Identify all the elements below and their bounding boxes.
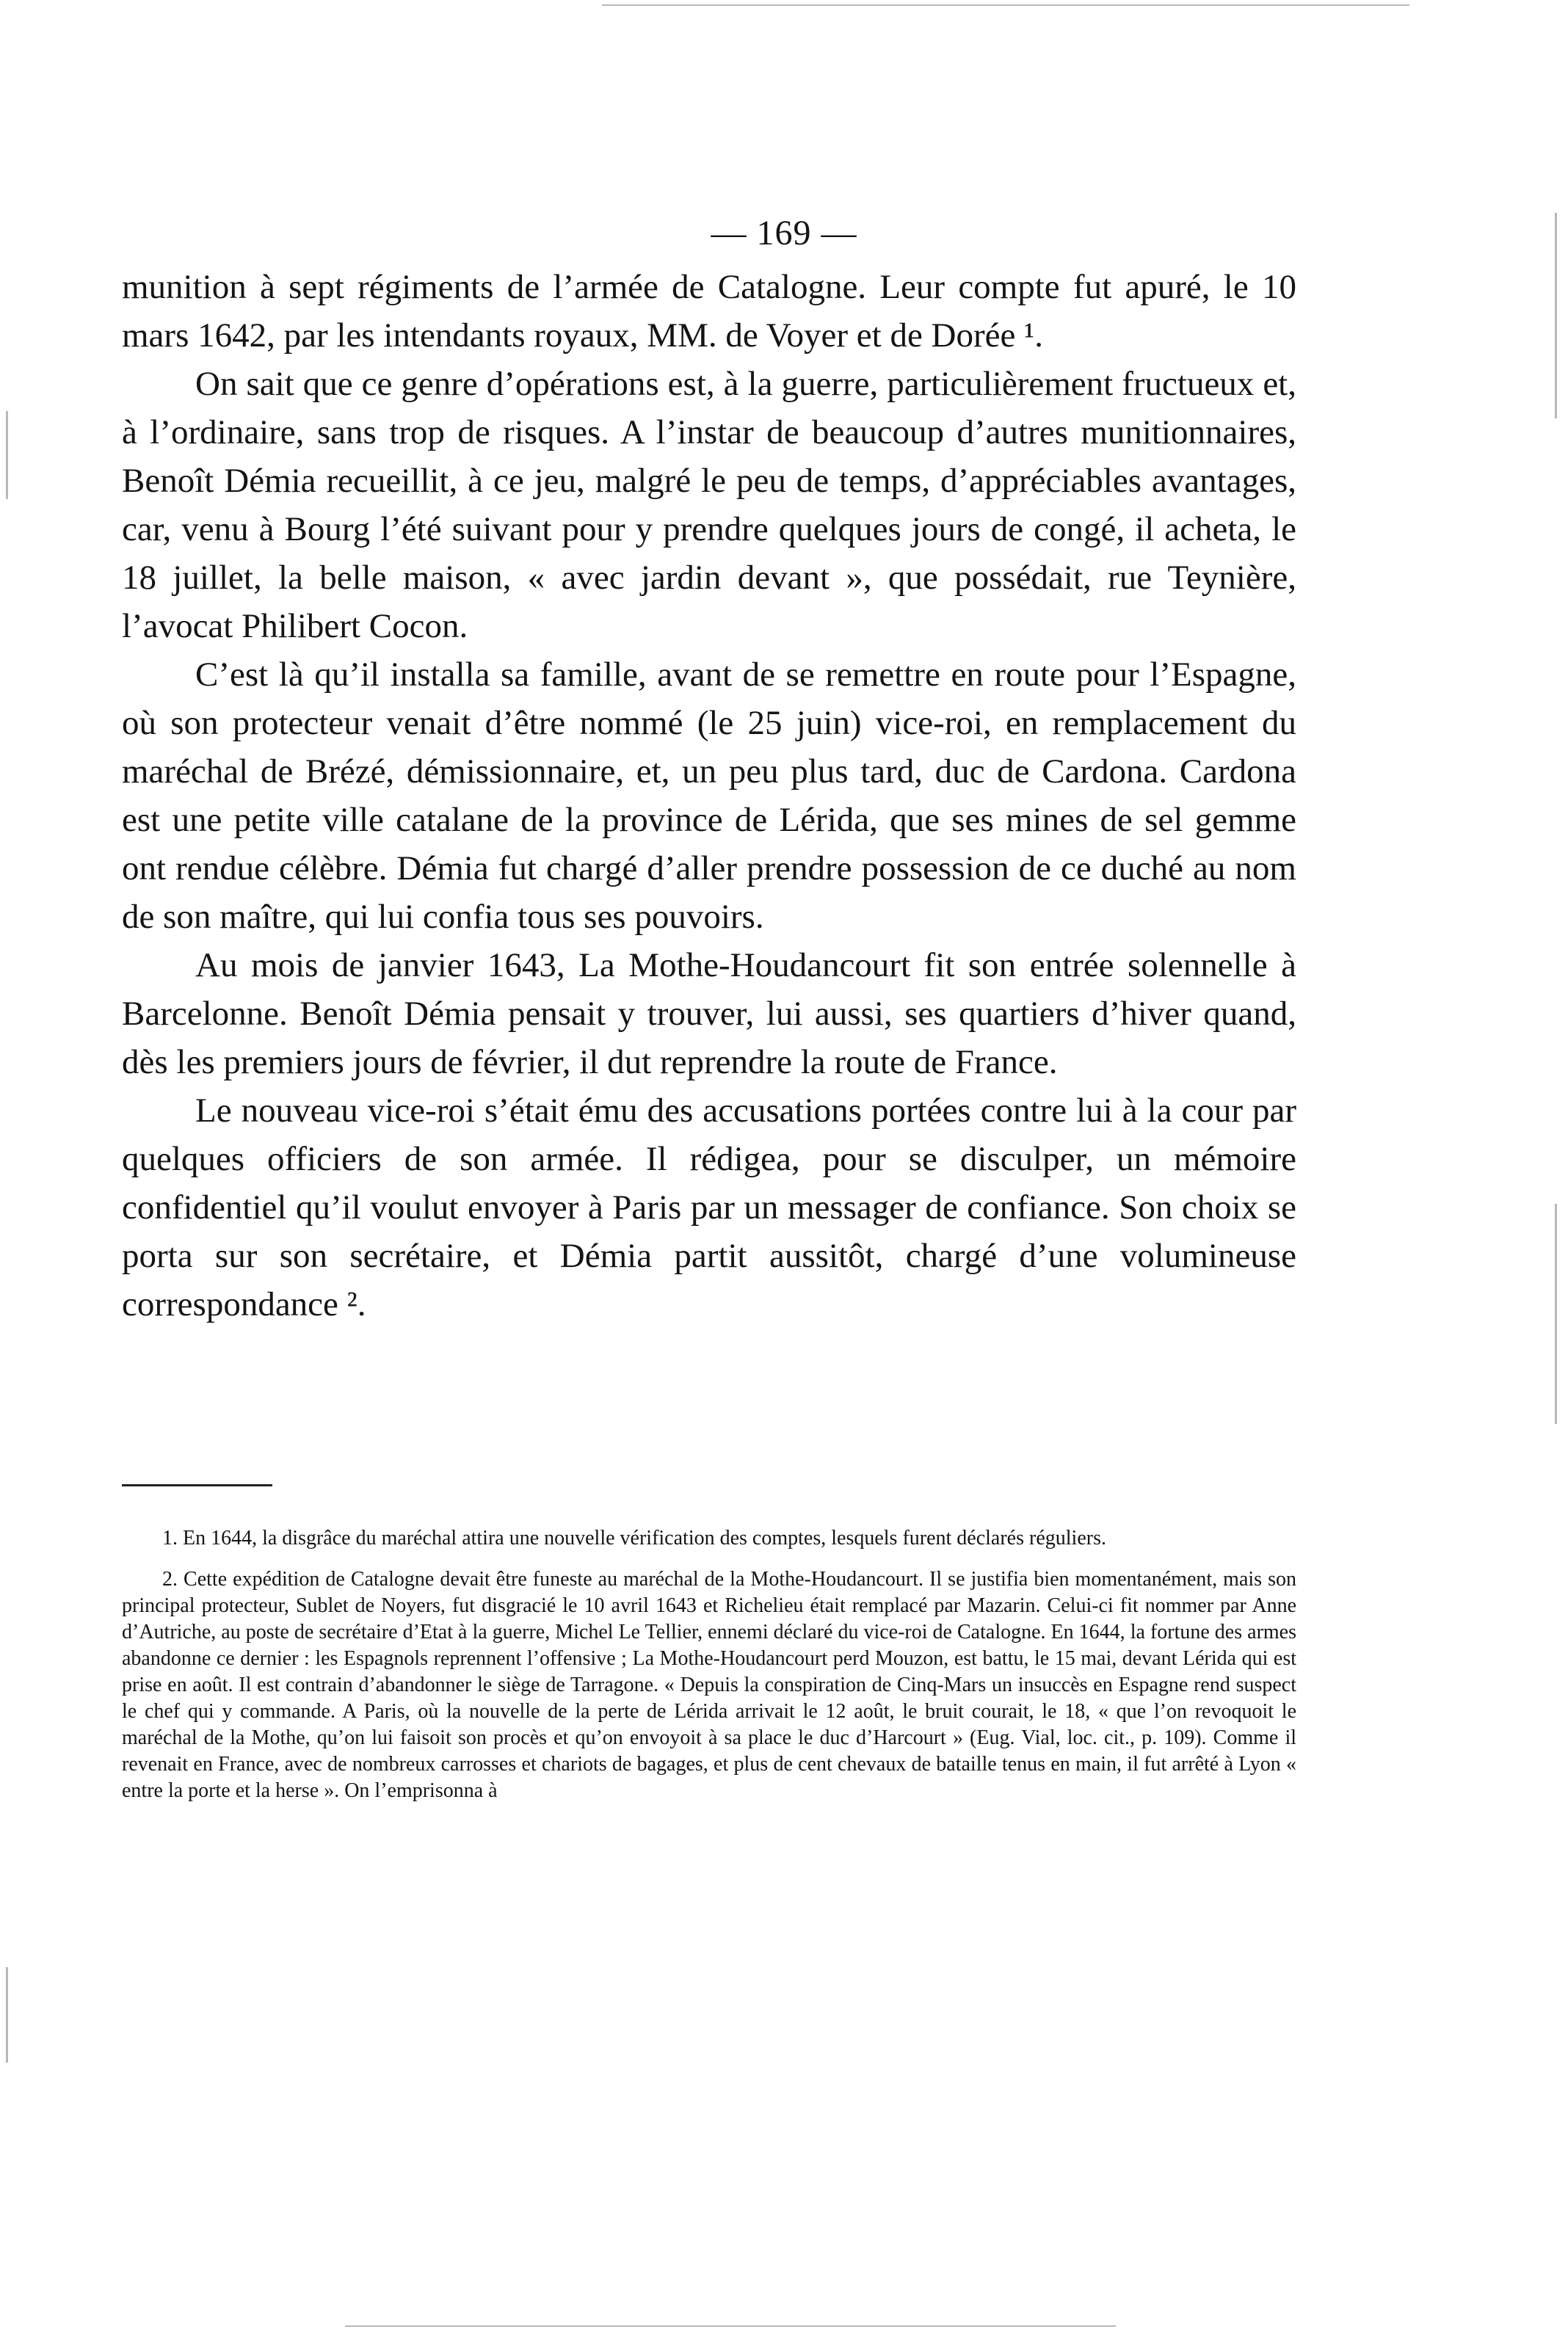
page-number: — 169 —: [711, 214, 857, 253]
scan-edge-right-2: [1555, 1204, 1557, 1424]
scan-edge-left-2: [6, 1967, 8, 2063]
footnote-2: 2. Cette expédition de Catalogne devait être funeste au maréchal de la Mothe-Houdancourt. Il se justifia bien momentanément, mais son principal protecteur, Sublet de Noyers, fut disgracié le 10 avril 1643 et Richelieu était remplacé par Mazarin. Celui-ci fit nommer par Anne d’Autriche, au poste de secrétaire d’Etat à la guerre, Michel Le Tellier, ennemi déclaré du vice-roi de Catalogne. En 1644, la fortune des armes abandonne ce dernier : les Espagnols reprennent l’offensive ; La Mothe-Houdancourt perd Mouzon, est battu, le 15 mai, devant Lérida qui est prise en août. Il est contrain d’abandonner le siège de Tarragone. « Depuis la conspiration de Cinq-Mars un insuccès en Espagne rend suspect le chef qui y commande. A Paris, où la nouvelle de la perte de Lérida arrivait le 12 août, le bruit courait, le 18, « que l’on revoquoit le maréchal de la Mothe, qu’on lui faisoit son procès et qu’on envoyoit à sa place le duc d’Harcourt » (Eug. Vial, loc. cit., p. 109). Comme il revenait en France, avec de nombreux carrosses et chariots de bagages, et plus de cent chevaux de bataille tenus en main, il fut arrêté à Lyon « entre la porte et la herse ». On l’emprisonna à: [122, 1568, 1296, 1802]
scan-line-bottom: [345, 2325, 1116, 2327]
footnote-1: 1. En 1644, la disgrâce du maréchal attira une nouvelle vérification des comptes, lesquels furent déclarés réguliers.: [162, 1527, 1106, 1550]
paragraph-5: Le nouveau vice-roi s’était ému des accusations portées contre lui à la cour par quelques officiers de son armée. Il rédigea, pour se disculper, un mémoire confidentiel qu’il voulut envoyer à Paris par un messager de confiance. Son choix se porta sur son secrétaire, et Démia partit aussitôt, chargé d’une volumineuse correspondance ².: [122, 1091, 1296, 1323]
scan-line-top: [602, 4, 1409, 6]
paragraph-1: munition à sept régiments de l’armée de Catalogne. Leur compte fut apuré, le 10 mars 1642, par les intendants royaux, MM. de Voyer et de Dorée ¹.: [122, 268, 1296, 355]
paragraph-2: On sait que ce genre d’opérations est, à la guerre, particulièrement fructueux et, à l’ordinaire, sans trop de risques. A l’instar de beaucoup d’autres munitionnaires, Benoît Démia recueillit, à ce jeu, malgré le peu de temps, d’appréciables avantages, car, venu à Bourg l’été suivant pour y prendre quelques jours de congé, il acheta, le 18 juillet, la belle maison, « avec jardin devant », que possédait, rue Teynière, l’avocat Philibert Cocon.: [122, 365, 1296, 645]
paragraph-4: Au mois de janvier 1643, La Mothe-Houdancourt fit son entrée solennelle à Barcelonne. Benoît Démia pensait y trouver, lui aussi, ses quartiers d’hiver quand, dès les premiers jours de février, il dut reprendre la route de France.: [122, 946, 1296, 1081]
paragraph-3: C’est là qu’il installa sa famille, avant de se remettre en route pour l’Espagne, où son protecteur venait d’être nommé (le 25 juin) vice-roi, en remplacement du maréchal de Brézé, démissionnaire, et, un peu plus tard, duc de Cardona. Cardona est une petite ville catalane de la province de Lérida, que ses mines de sel gemme ont rendue célèbre. Démia fut chargé d’aller prendre possession de ce duché au nom de son maître, qui lui confia tous ses pouvoirs.: [122, 655, 1296, 936]
footnotes: [122, 1525, 1296, 1819]
footnote-separator: [122, 1484, 272, 1486]
main-text: [122, 263, 1296, 1329]
scan-edge-left-1: [6, 411, 8, 499]
